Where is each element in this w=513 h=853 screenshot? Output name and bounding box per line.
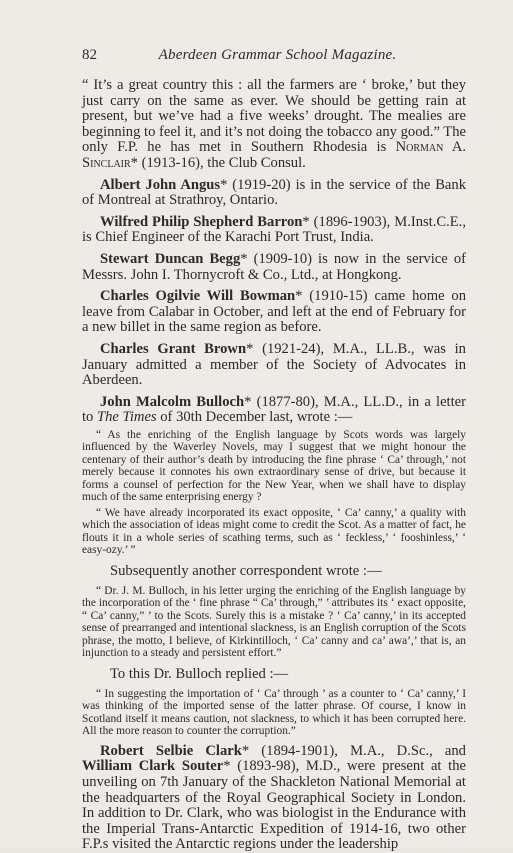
text-run: * (1921-24), M.A., LL.B., was in January admitted a member of the Society of Advocates in Aberdeen.	[82, 340, 466, 389]
text-run: “ We have already incorporated its exact opposite, ‘ Ca’ canny,’ a quality with which the association of ideas might come to credit the Scot. As a matter of fact, he flouts it in a whole series of scathing terms, such as ‘ feckless,’ ‘ fooshinless,’ ‘ easy-ozy.’ ”	[82, 506, 466, 557]
page-number: 82	[82, 47, 97, 63]
person-name: Charles Grant Brown	[100, 340, 247, 357]
text-run: * (1893-98), M.D., were present at the unveiling on 7th January of the Shackleton National Memorial at the headquarters of the Royal Geographical Society in London. In addition to Dr. Clark, who was biologist in the Endurance with the Imperial Trans-Antarctic Expedition of 1914-16, two other F.P.s visited the Antarctic regions under the leadership	[82, 758, 466, 853]
text-run: * (1910-15) came home on leave from Calabar in October, and left at the end of February for a new billet in the same region as before.	[82, 288, 466, 336]
running-title: Aberdeen Grammar School Magazine.	[158, 47, 397, 63]
text-run: * (1913-16), the Club Consul.	[130, 154, 306, 171]
person-name: Norman A. Sinclair	[82, 139, 467, 171]
text-run: “ In suggesting the importation of ‘ Ca’ through ’ as a counter to ‘ Ca’ canny,’ I was thinking of the imported sense of the latter phrase. Of course, I know in Scotland itself it means caution, not slackness, to which it has been corrupted here. All the more reason to counter the corruption.”	[82, 687, 466, 738]
news-paragraph	[82, 395, 466, 426]
quoted-letter	[82, 585, 466, 660]
person-name: Wilfred Philip Shepherd Barron	[100, 213, 303, 230]
text-run: * (1919-20) is in the service of the Bank of Montreal at Strathroy, Ontario.	[82, 176, 467, 209]
text-run: * (1894-1901), M.A., D.Sc., and	[241, 742, 466, 759]
person-name: Stewart Duncan Begg	[100, 250, 241, 267]
text-run: * (1896-1903), M.Inst.C.E., is Chief Engineer of the Karachi Port Trust, India.	[82, 213, 466, 246]
news-paragraph	[82, 289, 466, 336]
person-name: Albert John Angus	[100, 176, 221, 193]
quoted-letter	[82, 688, 466, 738]
text-run: “ As the enriching of the English language by Scots words was largely influenced by the Waverley Novels, may I suggest that we might honour the centenary of their author’s death by introducing the fine phrase ‘ Ca’ through,’ not merely because it connotes his own extraordinary sense of drive, but because it forms a counsel of perfection for the New Year, when we shall have to display much of the same enterprising energy ?	[82, 428, 466, 504]
person-name: Robert Selbie Clark	[100, 742, 242, 759]
quoted-letter	[82, 429, 466, 504]
quoted-letter	[82, 507, 466, 557]
page-header	[82, 47, 473, 67]
quote-intro	[82, 563, 466, 579]
person-name: William Clark Souter	[82, 758, 224, 775]
person-name: Charles Ogilvie Will Bowman	[100, 288, 296, 305]
text-run: To this Dr. Bulloch replied :—	[110, 665, 289, 682]
publication-title: The Times	[97, 409, 157, 426]
news-paragraph	[82, 215, 466, 246]
article-body	[82, 78, 466, 853]
text-run: “ It’s a great country this : all the farmers are ‘ broke,’ but they just carry on the same as ever. We should be getting rain at present, but we’ve had a five weeks’ drought. The mealies are beginning to feel it, and it’s not doing the tobacco any good.” The only F.P. he has met in Southern Rhodesia is	[82, 77, 466, 156]
news-paragraph	[82, 744, 466, 853]
news-paragraph	[82, 252, 466, 283]
person-name: John Malcolm Bulloch	[100, 393, 245, 410]
text-run: * (1909-10) is now in the service of Messrs. John I. Thornycroft & Co., Ltd., at Hongkong.	[82, 250, 466, 283]
news-paragraph	[82, 78, 466, 172]
text-run: Subsequently another correspondent wrote :—	[110, 562, 382, 579]
news-paragraph	[82, 178, 466, 209]
text-run: * (1877-80), M.A., LL.D., in a letter to	[82, 393, 466, 426]
news-paragraph	[82, 342, 466, 389]
text-run: “ Dr. J. M. Bulloch, in his letter urging the enriching of the English language by the incorporation of the ‘ fine phrase “ Ca’ through,” ’ attributes its ‘ exact opposite, “ Ca’ canny,” ’ to the Scots. Surely this is a mistake ? ‘ Ca’ canny,’ in its accepted sense of prearranged and intentional slackness, is an English corruption of the Scots phrase, the motto, I believe, of Kirkintilloch, ‘ Ca’ canny and ca’ awa’,’ that is, an injunction to a steady and persistent effort.”	[82, 584, 466, 660]
text-run: of 30th December last, wrote :—	[156, 409, 353, 426]
quote-intro	[82, 666, 466, 682]
